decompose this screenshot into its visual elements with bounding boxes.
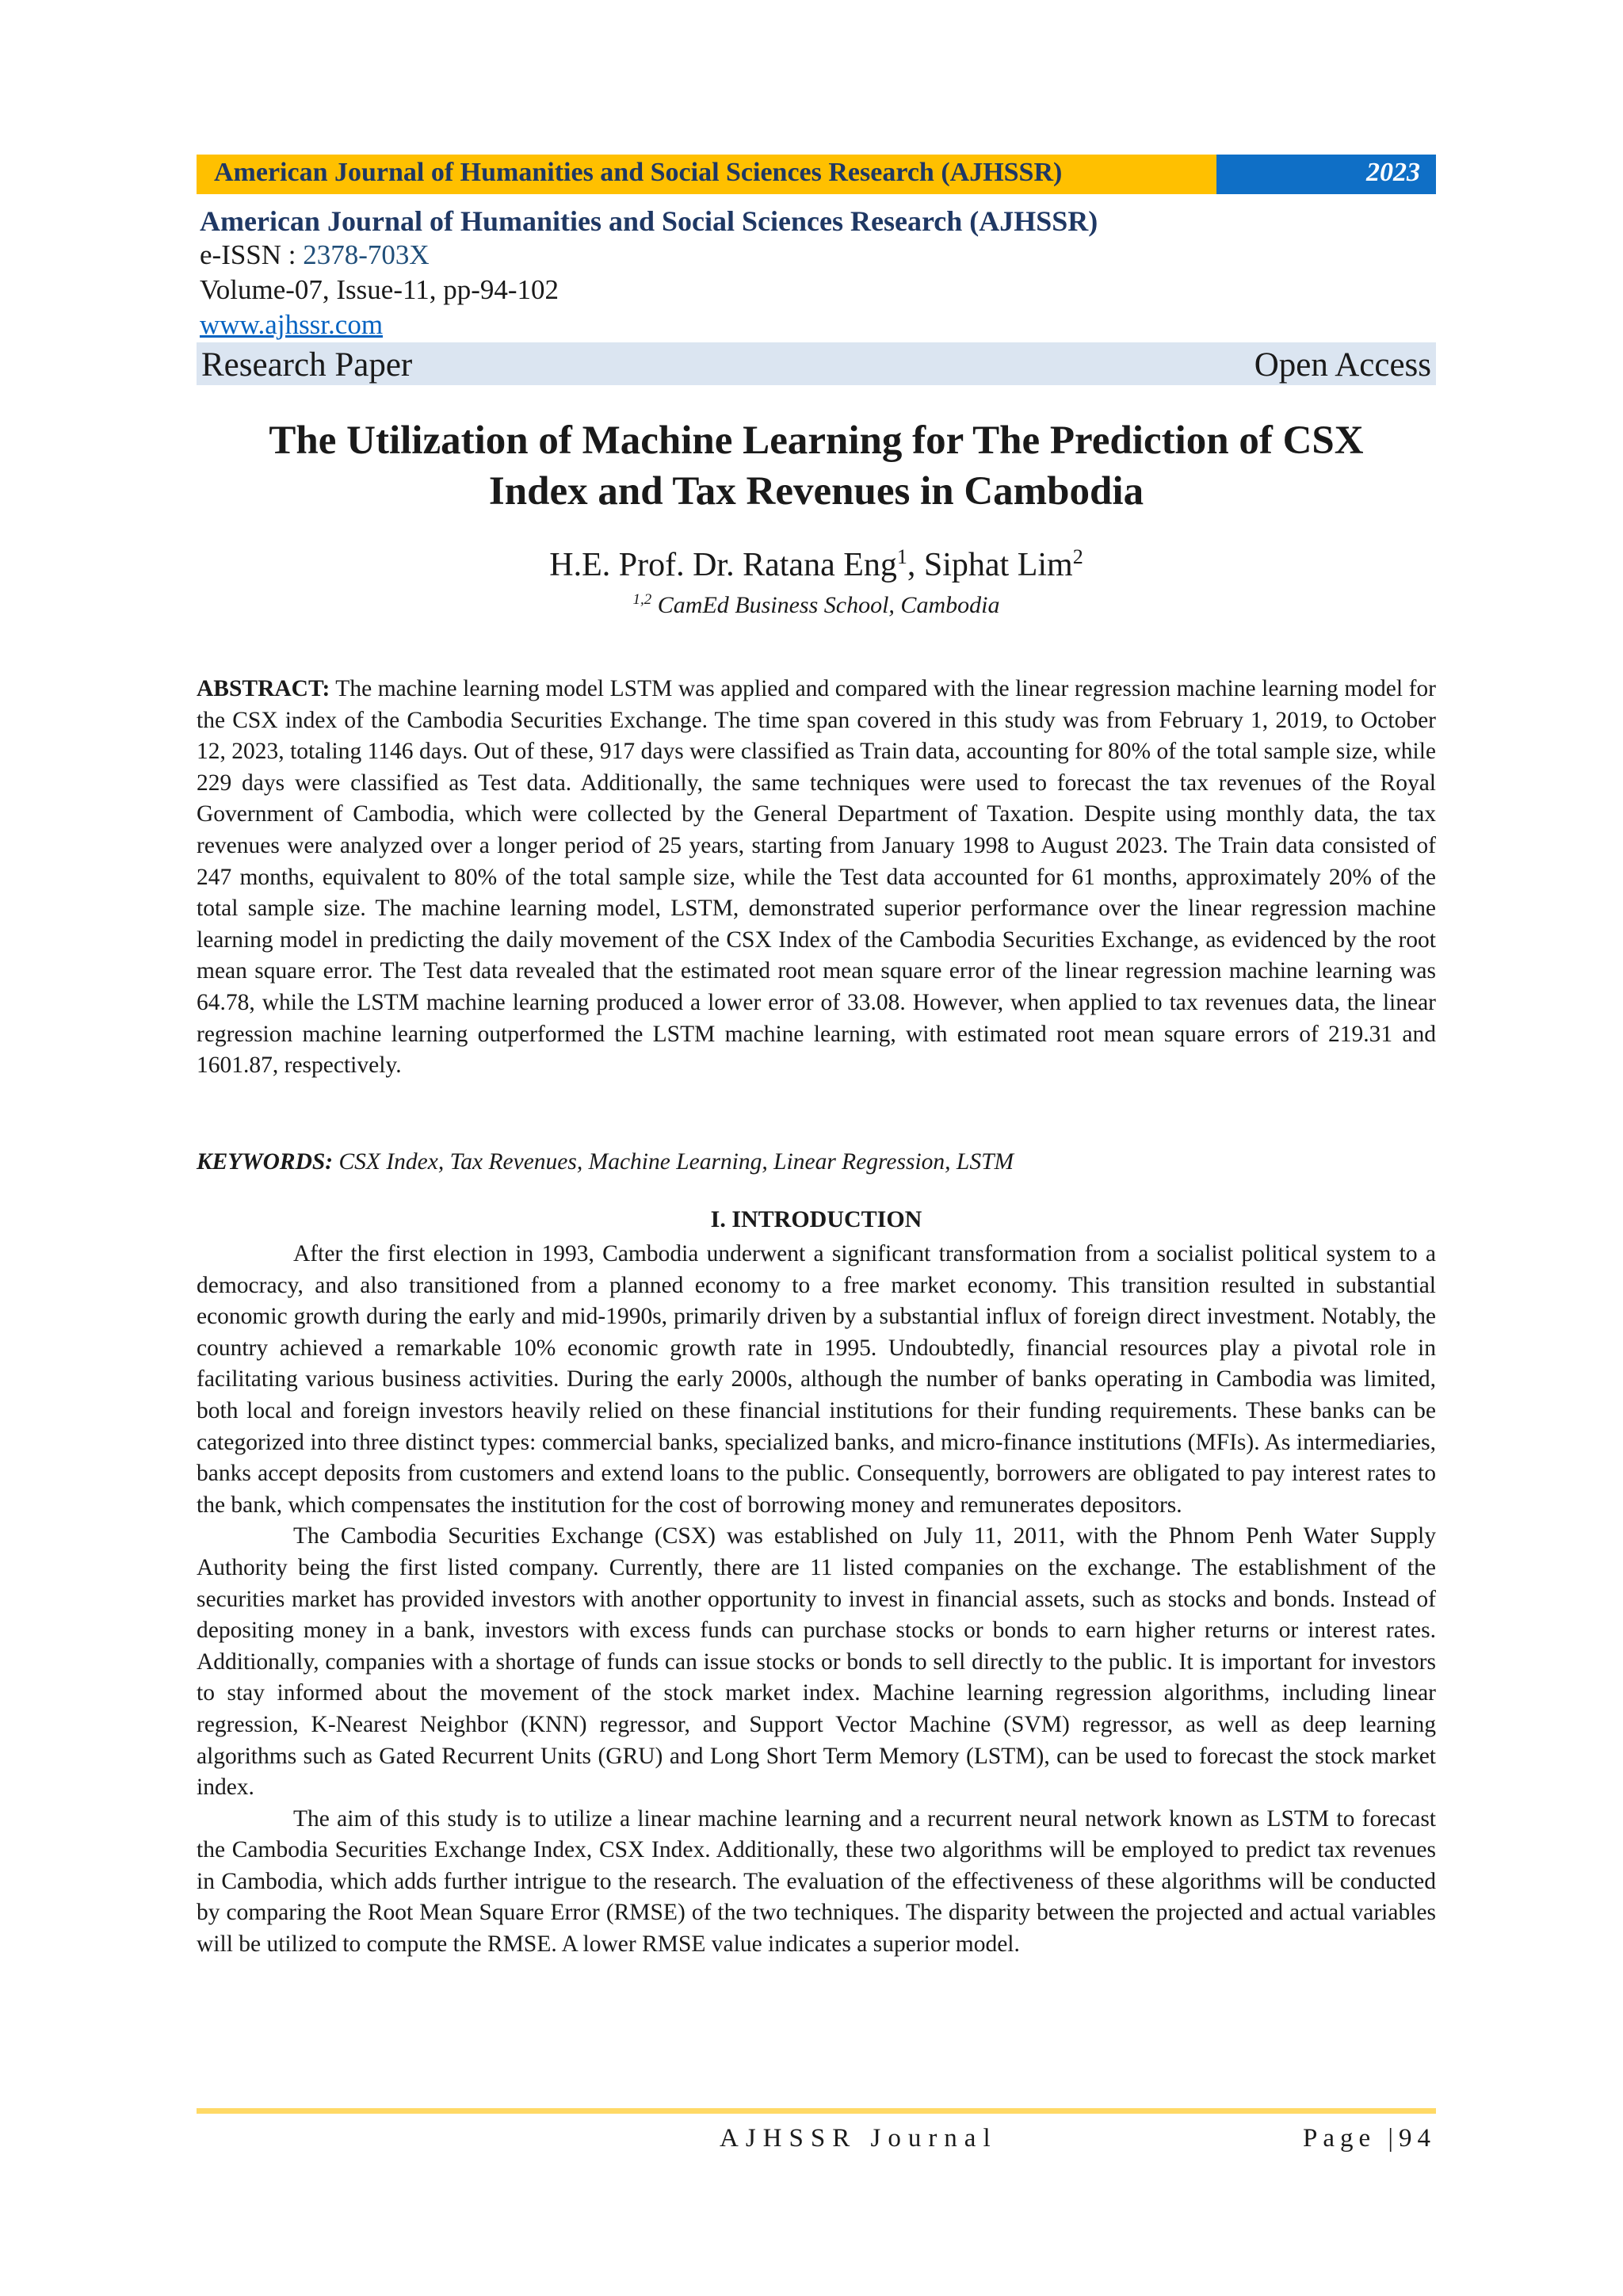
eissn-value: 2378-703X [303,239,430,270]
abstract-text: The machine learning model LSTM was applied and compared with the linear regression machine learning model for the CSX index of the Cambodia Securities Exchange. The time span covered in this study was from February 1, 2019, to October 12, 2023, totaling 1146 days. Out of these, 917 days were classified as Train data, accounting for 80% of the total sample size, while 229 days were classified as Test data. Additionally, the same techniques were used to forecast the tax revenues of the Royal Government of Cambodia, which were collected by the General Department of Taxation. Despite using monthly data, the tax revenues were analyzed over a longer period of 25 years, starting from January 1998 to August 2023. The Train data consisted of 247 months, equivalent to 80% of the total sample size, while the Test data accounted for 61 months, approximately 20% of the total sample size. The machine learning model, LSTM, demonstrated superior performance over the linear regression machine learning model in predicting the daily movement of the CSX Index of the Cambodia Securities Exchange, as evidenced by the root mean square error. The Test data revealed that the estimated root mean square error of the linear regression machine learning was 64.78, while the LSTM machine learning produced a lower error of 33.08. However, when applied to tax revenues data, the linear regression machine learning outperformed the LSTM machine learning, with estimated root mean square errors of 219.31 and 1601.87, respectively. [197,676,1436,1079]
affiliation-mark: 1,2 [632,591,652,608]
keywords [197,1146,1436,1178]
open-access-label: Open Access [1254,346,1431,384]
author-separator: , [907,547,924,583]
journal-header-band [197,155,1436,194]
affiliation [197,591,1436,619]
intro-paragraph-2: The Cambodia Securities Exchange (CSX) was established on July 11, 2011, with the Phnom Penh Water Supply Authority being the first listed company. Currently, there are 11 listed companies on the exchange. The establishment of the securities market has provided investors with another opportunity to invest in financial assets, such as stocks and bonds. Instead of depositing money in a bank, investors with excess funds can purchase stocks or bonds to earn higher returns or interest rates. Additionally, companies with a shortage of funds can issue stocks or bonds to sell directly to the public. It is important for investors to stay informed about the movement of the stock market index. Machine learning regression algorithms, including linear regression, K-Nearest Neighbor (KNN) regressor, and Support Vector Machine (SVM) regressor, as well as deep learning algorithms such as Gated Recurrent Units (GRU) and Long Short Term Memory (LSTM), can be used to forecast the stock market index. [197,1523,1436,1801]
eissn-line [200,239,430,271]
abstract-label: ABSTRACT: [197,676,330,701]
paper-type-band [197,342,1436,385]
paper-title-line-1: The Utilization of Machine Learning for The Prediction of CSX [269,418,1364,463]
introduction-body [197,1239,1436,1961]
section-heading-introduction: I. INTRODUCTION [710,1206,922,1232]
paper-title-line-2: Index and Tax Revenues in Cambodia [488,469,1144,514]
paper-type: Research Paper [201,346,413,384]
author-1: H.E. Prof. Dr. Ratana Eng [549,547,897,583]
abstract [197,674,1436,1082]
author-1-affiliation-mark: 1 [896,545,907,568]
header-band-year: 2023 [1366,158,1420,187]
affiliation-text: CamEd Business School, Cambodia [651,592,1000,618]
volume-issue: Volume-07, Issue-11, pp-94-102 [200,274,559,305]
paper-title [197,415,1436,517]
header-band-journal-title: American Journal of Humanities and Social Sciences Research (AJHSSR) [214,158,1063,187]
author-2: Siphat Lim [923,547,1073,583]
journal-website-link[interactable]: www.ajhssr.com [200,309,384,340]
journal-name: American Journal of Humanities and Social Sciences Research (AJHSSR) [200,205,1098,237]
footer-journal: AJHSSR Journal [720,2124,998,2153]
footer-rule [197,2108,1436,2114]
keywords-label: KEYWORDS: [197,1149,334,1175]
keywords-text: CSX Index, Tax Revenues, Machine Learning, Linear Regression, LSTM [333,1149,1014,1175]
eissn-label: e-ISSN : [200,239,304,270]
intro-paragraph-1: After the first election in 1993, Cambodia underwent a significant transformation from a socialist political system to a democracy, and also transitioned from a planned economy to a free market economy. This transition resulted in substantial economic growth during the early and mid-1990s, primarily driven by a substantial influx of foreign direct investment. Notably, the country achieved a remarkable 10% economic growth rate in 1995. Undoubtedly, financial resources play a pivotal role in facilitating various business activities. During the early 2000s, although the number of banks operating in Cambodia was limited, both local and foreign investors heavily relied on these financial institutions for their funding requirements. These banks can be categorized into three distinct types: commercial banks, specialized banks, and micro-finance institutions (MFIs). As intermediaries, banks accept deposits from customers and extend loans to the public. Consequently, borrowers are obligated to pay interest rates to the bank, which compensates the institution for the cost of borrowing money and remunerates depositors. [197,1241,1436,1518]
footer-page-number: Page |94 [1302,2124,1436,2153]
author-2-affiliation-mark: 2 [1072,545,1083,568]
author-list [197,545,1436,584]
intro-paragraph-3: The aim of this study is to utilize a linear machine learning and a recurrent neural network known as LSTM to forecast the Cambodia Securities Exchange Index, CSX Index. Additionally, these two algorithms will be employed to predict tax revenues in Cambodia, which adds further intrigue to the research. The evaluation of the effectiveness of these algorithms will be conducted by comparing the Root Mean Square Error (RMSE) of the two techniques. The disparity between the projected and actual variables will be utilized to compute the RMSE. A lower RMSE value indicates a superior model. [197,1805,1436,1958]
